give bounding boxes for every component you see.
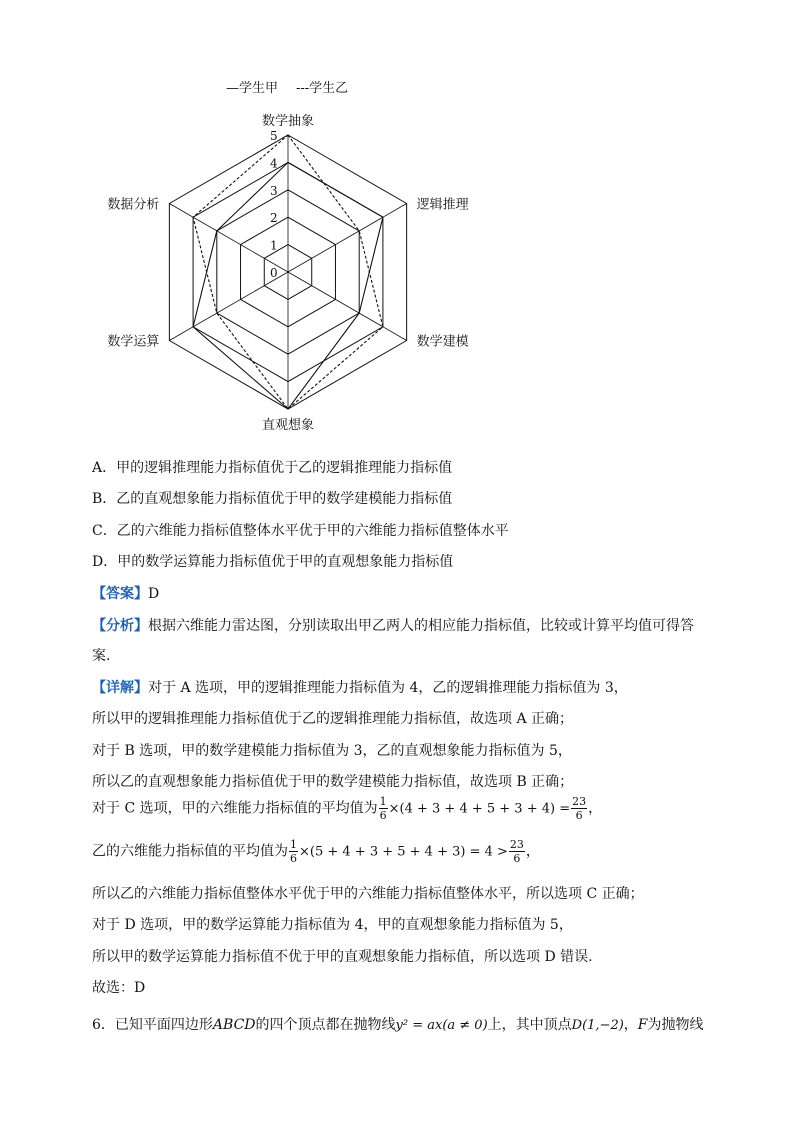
tick-label-5: 5 [270, 129, 278, 143]
fraction-one-sixth [289, 838, 298, 865]
detail-l5-pre: 对于 C 选项，甲的六维能力指标值的平均值为 [92, 800, 378, 817]
detail-line-9: 所以甲的数学运算能力指标值不优于甲的直观想象能力指标值，所以选项 D 错误. [92, 949, 593, 965]
detail-l5-expr: ×(4 + 3 + 4 + 5 + 3 + 4) = [388, 801, 571, 817]
tick-label-4: 4 [270, 156, 278, 171]
axis-label-4: 数学运算 [107, 334, 160, 350]
axis-label-0: 数学抽象 [261, 114, 315, 129]
radar-legend [226, 80, 348, 96]
detail-l5-post: ， [588, 800, 603, 817]
radar-chart [90, 72, 490, 447]
detail-line-5 [92, 795, 602, 822]
radar-ticks [270, 129, 278, 280]
analysis-line-2: 案. [92, 648, 111, 664]
spoke-2 [288, 272, 407, 341]
detail-line-1 [92, 677, 628, 697]
spoke-4 [169, 272, 288, 341]
tick-label-3: 3 [270, 183, 278, 198]
q6-pre: 6．已知平面四边形 [92, 1017, 213, 1033]
q6-mid3: ， [623, 1017, 638, 1033]
detail-line-3: 对于 B 选项，甲的数学建模能力指标值为 3，乙的直观想象能力指标值为 5， [92, 743, 572, 759]
frac-den: 6 [290, 852, 297, 865]
tick-label-2: 2 [270, 211, 278, 226]
answer-text: D [148, 586, 160, 602]
q6-mid: 的四个顶点都在抛物线 [255, 1017, 396, 1033]
option-b: B．乙的直观想象能力指标值优于甲的数学建模能力指标值 [92, 491, 453, 507]
analysis-tag: 【分析】 [92, 618, 148, 634]
radar-spokes [169, 135, 406, 409]
legend-student-yi: ---学生乙 [296, 81, 349, 96]
q6-f: F [637, 1017, 648, 1033]
detail-line-2: 所以甲的逻辑推理能力指标值优于乙的逻辑推理能力指标值，故选项 A 正确； [92, 711, 574, 727]
axis-label-2: 数学建模 [416, 334, 469, 350]
legend-student-jia: —学生甲 [226, 81, 279, 96]
tick-label-1: 1 [270, 238, 278, 253]
q6-equation: y² = ax(a ≠ 0) [395, 1018, 488, 1033]
detail-line-7: 所以乙的六维能力指标值整体水平优于甲的六维能力指标值整体水平，所以选项 C 正确； [92, 886, 644, 902]
q6-abcd: ABCD [212, 1017, 256, 1033]
axis-label-1: 逻辑推理 [416, 197, 469, 213]
detail-tag: 【详解】 [92, 680, 148, 696]
q6-post: 为抛物线 [647, 1017, 704, 1033]
axis-label-3: 直观想象 [261, 418, 315, 433]
option-c: C．乙的六维能力指标值整体水平优于甲的六维能力指标值整体水平 [92, 523, 509, 539]
detail-line-6 [92, 838, 540, 865]
detail-l6-pre: 乙的六维能力指标值的平均值为 [92, 843, 288, 860]
analysis-line-1 [92, 615, 694, 635]
option-d: D．甲的数学运算能力指标值优于甲的直观想象能力指标值 [92, 554, 454, 570]
detail-text-1: 对于 A 选项，甲的逻辑推理能力指标值为 4，乙的逻辑推理能力指标值为 3， [148, 680, 628, 696]
frac-den: 6 [575, 809, 583, 822]
fraction-23-6 [571, 795, 587, 822]
question-6 [92, 1014, 704, 1034]
frac-num: 23 [509, 838, 524, 851]
tick-label-0: 0 [270, 266, 278, 280]
fraction-23-6 [509, 838, 525, 865]
q6-mid2: 上，其中顶点 [487, 1017, 572, 1033]
option-a: A．甲的逻辑推理能力指标值优于乙的逻辑推理能力指标值 [92, 460, 453, 476]
detail-line-4: 所以乙的直观想象能力指标值优于甲的数学建模能力指标值，故选项 B 正确； [92, 774, 574, 790]
frac-den: 6 [513, 852, 521, 865]
answer-tag: 【答案】 [92, 586, 148, 602]
frac-num: 1 [290, 838, 297, 851]
spoke-1 [288, 204, 407, 273]
analysis-text-1: 根据六维能力雷达图，分别读取出甲乙两人的相应能力指标值，比较或计算平均值可得答 [148, 618, 694, 634]
frac-den: 6 [379, 809, 387, 822]
detail-l6-post: ， [525, 843, 540, 860]
axis-label-5: 数据分析 [107, 197, 160, 213]
detail-line-8: 对于 D 选项，甲的数学运算能力指标值为 4，甲的直观想象能力指标值为 5， [92, 917, 573, 933]
frac-num: 23 [572, 795, 587, 808]
detail-l6-expr: ×(5 + 4 + 3 + 5 + 4 + 3) = 4 > [299, 844, 508, 860]
answer-line [92, 583, 159, 603]
fraction-one-sixth [379, 795, 388, 822]
q6-point-d: D(1,−2) [571, 1018, 624, 1033]
frac-num: 1 [379, 795, 387, 808]
detail-line-10: 故选：D [92, 980, 146, 996]
